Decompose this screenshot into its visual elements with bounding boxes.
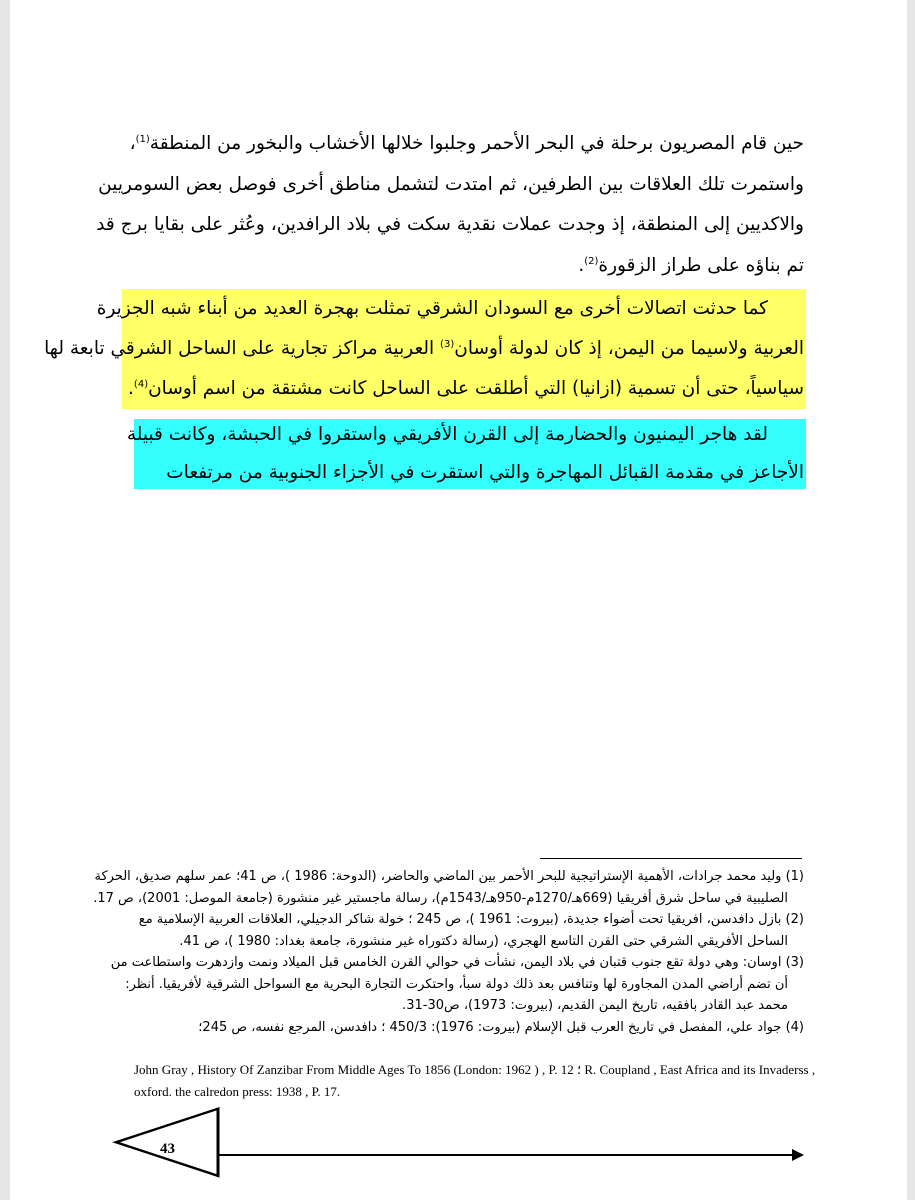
paragraph-3-line-2: الأجاعز في مقدمة القبائل المهاجرة والتي استقرت في الأجزاء الجنوبية من مرتفعات (166, 462, 804, 483)
paragraph-1-line-3: والاكديين إلى المنطقة، إذ وجدت عملات نقدية سكت في بلاد الرافدين، وعُثر على بقايا برج قد (96, 214, 804, 235)
footnote-3-line-1: (3) اوسان: وهي دولة تقع جنوب قتبان في بلاد اليمن، نشأت في حوالي القرن الخامس قبل الميلاد ونمت وازدهرت واستطاعت من (110, 955, 804, 970)
footnote-2-line-1: (2) بازل دافدسن، افريقيا تحت أضواء جديدة، (بيروت: 1961 )، ص 245 ؛ خولة شاكر الدجيلي، العلاقات العربية الإسلامية مع (138, 912, 804, 927)
paragraph-1-line-2: واستمرت تلك العلاقات بين الطرفين، ثم امتدت لتشمل مناطق أخرى فوصل بعض السومريين (98, 173, 804, 195)
footnote-1-line-2: الصليبية في ساحل شرق أفريقيا (669هـ/1270م-950هـ/1543م)، رسالة ماجستير غير منشورة (جامعة الموصل: 2001)، ص 17. (93, 890, 788, 906)
footnote-ref-4[interactable]: (4) (133, 378, 149, 390)
footnote-ref-1[interactable]: (1) (135, 133, 150, 145)
footnote-4-line-1: (4) جواد علي، المفصل في تاريخ العرب قبل الإسلام (بيروت: 1976): 450/3 ؛ دافدسن، المرجع نفسه، ص 245؛ (198, 1019, 804, 1035)
paragraph-2-line-3: سياسياً، حتى أن تسمية (ازانيا) التي أطلقت على الساحل كانت مشتقة من اسم أوسان$^{(4)}$. (128, 378, 804, 399)
footnote-4 (128, 1017, 804, 1039)
footnote-2 (128, 909, 804, 952)
footnote-3-line-3: محمد عبد القادر بافقيه، تاريخ اليمن القديم، (بيروت: 1973)، ص30-31. (402, 998, 788, 1013)
page-number: 43 (160, 1141, 175, 1157)
footnotes (93, 866, 804, 1038)
paragraph-2-line-1: كما حدثت اتصالات أخرى مع السودان الشرقي تمثلت بهجرة العديد من أبناء شبه الجزيرة (96, 298, 768, 319)
footnote-1 (93, 866, 804, 909)
footnote-ref-3[interactable]: (3) (440, 338, 455, 350)
paragraph-1-line-1: حين قام المصريون برحلة في البحر الأحمر وجلبوا خلالها الأخشاب والبخور من المنطقة$^{(1)}$، (129, 133, 804, 154)
footnote-separator (540, 858, 802, 859)
paragraph-2-line-2: العربية ولاسيما من اليمن، إذ كان لدولة أوسان$^{(3)}$ العربية مراكز تجارية على الساحل الشرقي تابعة لها (44, 338, 804, 359)
paragraph-1-line-4: تم بناؤه على طراز الزقورة$^{(2)}$. (578, 254, 804, 276)
paragraph-3-line-1: لقد هاجر اليمنيون والحضارمة إلى القرن الأفريقي واستقروا في الحبشة، وكانت قبيلة (126, 424, 768, 445)
footnote-4-latin-reference (134, 1059, 816, 1103)
footnote-1-line-1: (1) وليد محمد جرادات، الأهمية الإستراتيجية للبحر الأحمر بين الماضي والحاضر، (الدوحة: 1986 )، ص 41؛ عمر سلهم صديق، الحركة (94, 869, 804, 884)
latin-ref-line-1: John Gray , History Of Zanzibar From Middle Ages To 1856 (London: 1962 ) , P. 12 ؛ R. Coupland , East Africa and its Invaderss , (134, 1062, 816, 1077)
footnote-ref-2[interactable]: (2) (584, 255, 599, 267)
paragraph-3 (126, 416, 804, 492)
footnote-2-line-2: الساحل الأفريقي الشرقي حتى القرن التاسع الهجري، (رسالة دكتوراه غير منشورة، جامعة بغداد: 1980 )، ص 41. (179, 933, 788, 949)
page-arrow-decoration (110, 1100, 820, 1180)
paragraph-1 (96, 124, 804, 286)
footnote-3-line-2: أن تضم أراضي المدن المجاورة لها وتنافس بعد ذلك دولة سبأ، واحتكرت التجارة البحرية مع السواحل الشرقية لأفريقيا. أنظر: (125, 976, 788, 992)
footnote-3 (110, 952, 804, 1017)
arrow-tip (792, 1149, 804, 1161)
paragraph-2 (44, 289, 804, 409)
latin-ref-line-2: oxford. the calredon press: 1938 , P. 17. (134, 1084, 341, 1099)
